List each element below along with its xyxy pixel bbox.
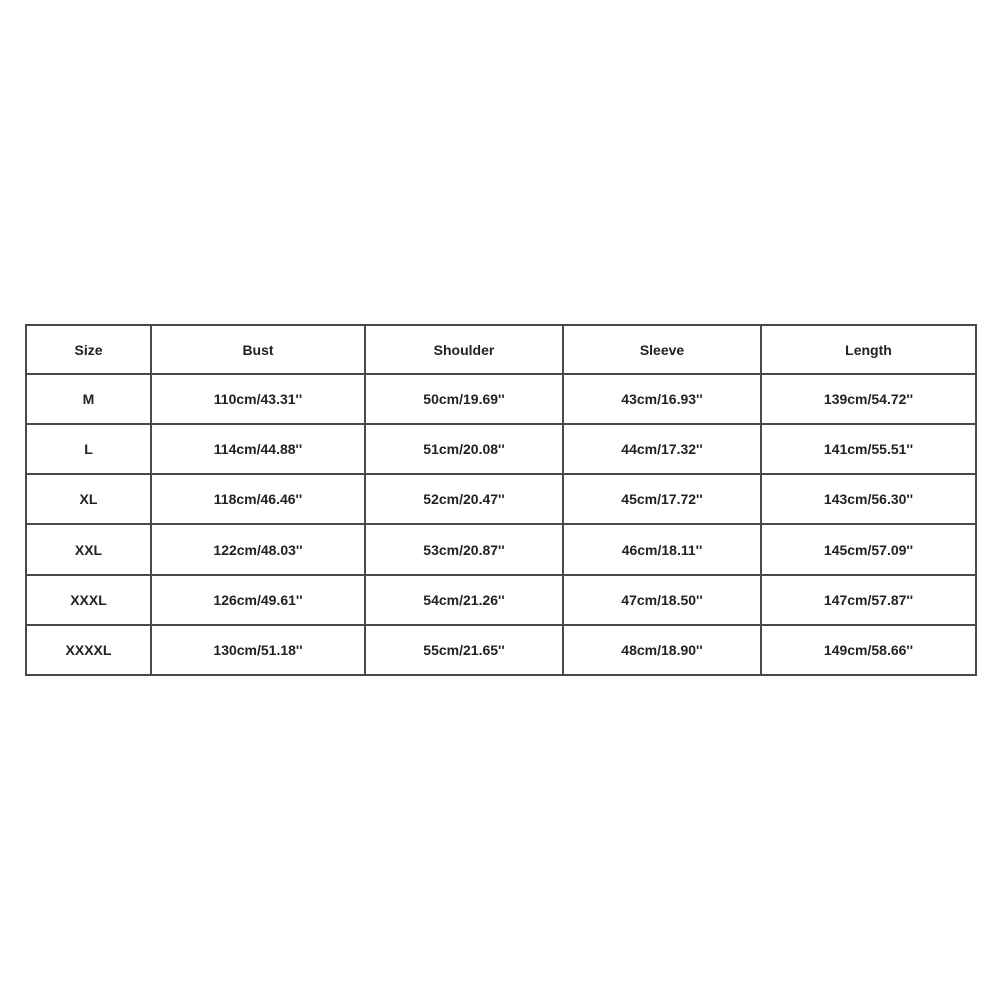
cell-bust: 130cm/51.18'' [151,625,365,675]
table-row [26,575,976,625]
table-row [26,524,976,574]
cell-length: 139cm/54.72'' [761,374,976,424]
cell-bust: 118cm/46.46'' [151,474,365,524]
cell-sleeve: 43cm/16.93'' [563,374,761,424]
cell-sleeve: 44cm/17.32'' [563,424,761,474]
cell-size: M [26,374,151,424]
cell-size: XXXXL [26,625,151,675]
cell-shoulder: 53cm/20.87'' [365,524,563,574]
table-row [26,424,976,474]
cell-bust: 122cm/48.03'' [151,524,365,574]
cell-sleeve: 46cm/18.11'' [563,524,761,574]
header-size: Size [26,325,151,374]
cell-shoulder: 50cm/19.69'' [365,374,563,424]
header-shoulder: Shoulder [365,325,563,374]
cell-length: 143cm/56.30'' [761,474,976,524]
cell-shoulder: 55cm/21.65'' [365,625,563,675]
cell-sleeve: 47cm/18.50'' [563,575,761,625]
cell-bust: 114cm/44.88'' [151,424,365,474]
cell-size: XXXL [26,575,151,625]
size-chart-table [25,324,977,676]
cell-length: 149cm/58.66'' [761,625,976,675]
cell-length: 145cm/57.09'' [761,524,976,574]
table-row [26,374,976,424]
header-bust: Bust [151,325,365,374]
header-length: Length [761,325,976,374]
header-sleeve: Sleeve [563,325,761,374]
cell-bust: 126cm/49.61'' [151,575,365,625]
cell-bust: 110cm/43.31'' [151,374,365,424]
table-row [26,474,976,524]
cell-shoulder: 54cm/21.26'' [365,575,563,625]
cell-size: XXL [26,524,151,574]
cell-sleeve: 48cm/18.90'' [563,625,761,675]
table-row [26,625,976,675]
cell-size: L [26,424,151,474]
cell-shoulder: 51cm/20.08'' [365,424,563,474]
cell-size: XL [26,474,151,524]
cell-length: 141cm/55.51'' [761,424,976,474]
cell-shoulder: 52cm/20.47'' [365,474,563,524]
cell-length: 147cm/57.87'' [761,575,976,625]
cell-sleeve: 45cm/17.72'' [563,474,761,524]
header-row [26,325,976,374]
